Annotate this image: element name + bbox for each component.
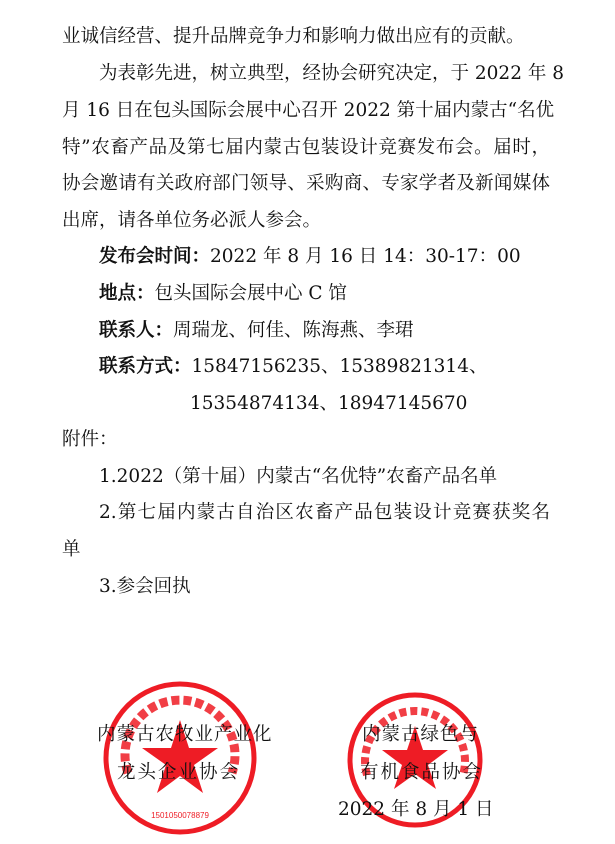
contacts-label: 联系人： bbox=[99, 320, 174, 341]
event-time-label: 发布会时间： bbox=[99, 246, 211, 267]
event-time bbox=[99, 245, 521, 269]
contacts bbox=[99, 319, 414, 343]
phones bbox=[99, 355, 487, 379]
paragraph-line: 为表彰先进，树立典型，经协会研究决定，于 2022 年 8 bbox=[99, 63, 564, 84]
event-time-value: 2022 年 8 月 16 日 14：30-17：00 bbox=[210, 246, 521, 267]
phones-label: 联系方式： bbox=[99, 356, 192, 377]
stamp-number: 1501050078879 bbox=[151, 811, 209, 820]
paragraph-line: 协会邀请有关政府部门领导、采购商、专家学者及新闻媒体 bbox=[62, 173, 550, 194]
paragraph-line: 出席，请各单位务必派人参会。 bbox=[62, 210, 322, 231]
contacts-value: 周瑞龙、何佳、陈海燕、李珺 bbox=[173, 320, 414, 341]
signature-org1-line2: 龙头企业协会 bbox=[117, 762, 241, 783]
event-place-value: 包头国际会展中心 C 馆 bbox=[154, 283, 347, 304]
paragraph-tail: 业诚信经营、提升品牌竞争力和影响力做出应有的贡献。 bbox=[62, 26, 525, 47]
attachment-item: 1.2022（第十届）内蒙古“名优特”农畜产品名单 bbox=[99, 466, 498, 487]
attachment-item-cont: 单 bbox=[62, 539, 81, 560]
phones-line2: 15354874134、18947145670 bbox=[190, 393, 468, 414]
signature-org2-line1: 内蒙古绿色与 bbox=[362, 724, 480, 745]
event-place bbox=[99, 282, 347, 306]
signature-org2-line2: 有机食品协会 bbox=[360, 762, 484, 783]
attachments-label: 附件： bbox=[62, 429, 118, 450]
signature-date: 2022 年 8 月 1 日 bbox=[338, 799, 494, 820]
paragraph-line: 特”农畜产品及第七届内蒙古包装设计竞赛发布会。届时， bbox=[62, 137, 550, 158]
signature-org1-line1: 内蒙古农牧业产业化 bbox=[97, 724, 273, 745]
attachment-item: 3.参会回执 bbox=[99, 576, 191, 597]
phones-value: 15847156235、15389821314、 bbox=[191, 356, 488, 377]
event-place-label: 地点： bbox=[99, 283, 155, 304]
attachment-item: 2.第七届内蒙古自治区农畜产品包装设计竞赛获奖名 bbox=[99, 502, 550, 523]
paragraph-line: 月 16 日在包头国际会展中心召开 2022 第十届内蒙古“名优 bbox=[62, 100, 555, 121]
